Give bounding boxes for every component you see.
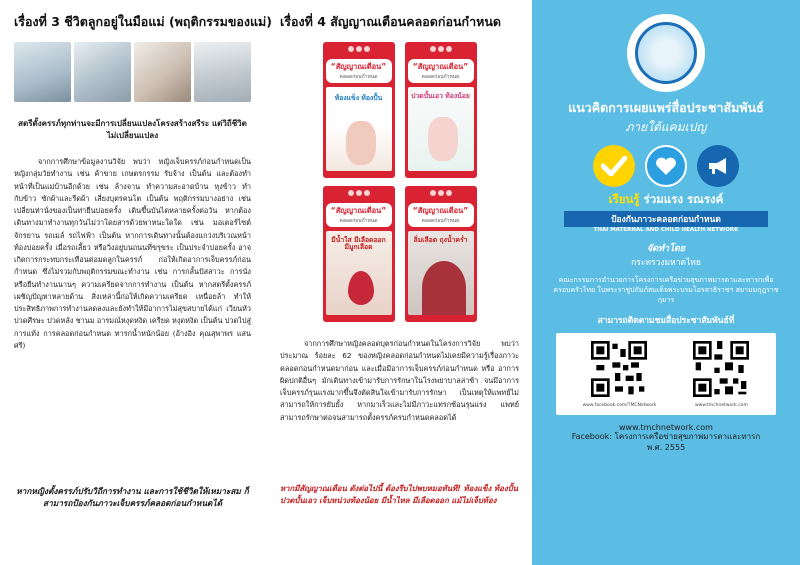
campaign-icons [546,145,786,187]
card-illustration [326,87,392,171]
blood-drop-icon [348,271,374,305]
card-title: “สัญญาณเตือน” คลอดก่อนกำหนด [408,203,474,227]
follow-us-label: สามารถติดตามชมสื่อประชาสัมพันธ์ที่ [597,316,735,327]
card-logos [408,190,474,198]
network-seal-logo [627,14,705,92]
card-logos [326,190,392,198]
belly-illustration [346,121,376,165]
panel-story-4 [268,0,531,565]
photo-back-pain [134,42,191,102]
qr-facebook [583,341,657,408]
photo-washing [14,42,71,102]
figure-illustration [422,261,466,315]
card-illustration [408,87,474,171]
campaign-name-banner: ป้องกันภาวะคลอดก่อนกำหนด [564,211,768,227]
network-name-en: THAI MATERNAL AND CHILD HEALTH NETWORK [593,227,739,233]
organizer-label: จัดทำโดย [646,244,686,254]
warning-card-back-pain [405,42,477,178]
card-title: “สัญญาณเตือน” คลอดก่อนกำหนด [326,203,392,227]
panel-campaign [532,0,800,565]
website-url[interactable]: www.tmchnetwork.com [619,423,713,433]
card-illustration [408,231,474,315]
story-3-heading: เรื่องที่ 3 ชีวิตลูกอยู่ในมือแม่ (พฤติกรรมของแม่) [14,14,273,29]
card-title: “สัญญาณเตือน” คลอดก่อนกำหนด [326,59,392,83]
qr-code-icon[interactable] [591,341,647,397]
qr-website-label: www.tmchnetwork.com [694,402,748,408]
card-title: “สัญญาณเตือน” คลอดก่อนกำหนด [408,59,474,83]
checkmark-icon [593,145,635,187]
card-label: ลิ่มเลือด ถุงน้ำคร่ำ [413,236,468,244]
card-label: มีน้ำใส มีเลือดออก มีมูกเลือด [331,236,386,252]
facebook-page[interactable]: Facebook: โครงการเครือข่ายสุขภาพมารดาและทารก [571,432,761,442]
card-label: ท้องแข็ง ท้องปั้น [334,94,383,102]
qr-facebook-label: www.facebook.com/TMCNetwork [582,402,657,408]
panel-story-3 [0,0,273,565]
qr-code-icon[interactable] [693,341,749,397]
photo-mopping [74,42,131,102]
story-4-heading: เรื่องที่ 4 สัญญาณเตือนคลอดก่อนกำหนด [280,14,501,29]
megaphone-icon [697,145,739,187]
story-4-body: จากการศึกษาหญิงคลอดบุตรก่อนกำหนดในโครงการวิจัย พบว่า ประมาณ ร้อยละ 62 ของหญิงคลอดก่อนกำหนดไม่เคยมีความรู้เรื่องภาวะคลอดก่อนกำหนดมาก่อน และเมื่อมีอาการเจ็บครรภ์ก่อนกำหนด หรือ อาการผิดปกติอื่นๆ มักเดินทางเข้ามารับการรักษาในโรงพยาบาลล่าช้า จนมีอาการเจ็บครรภ์รุนแรงมากขึ้นจึงตัดสินใจเข้ามารับการรักษา เป็นเหตุให้แพทย์ไม่สามารถให้การยับยั้ง หากมาเร็วและไม่มีภาวะแทรกซ้อนรุนแรง แพทย์สามารถรักษาต่อจนสามารถตั้งครรภ์ครบกำหนดคลอดได้ [280,339,519,422]
warning-card-bleeding [323,186,395,322]
warning-sign-cards [280,42,519,322]
card-logos [408,46,474,54]
story-4-warning-quote: หากมีสัญญาณเตือน ดังต่อไปนี้ ต้องรีบไปพบหมอทันที! ท้องแข็ง ท้องปั้น ปวดบั้นเอว เจ็บหน่วงท้องน้อย มีน้ำไหล มีเลือดออก แม้ไม่เจ็บท้อง [280,484,518,505]
committee-text: คณะกรรมการอำนวยการโครงการเครือข่ายสุขภาพมารดาและทารกเพื่อครอบครัวไทย ในพระราชูปถัมภ์สมเด็จพระบรมโอรสาธิราชฯ สยามมกุฎราชกุมาร [553,276,779,305]
warning-card-amniotic [405,186,477,322]
slogan-campaign: รณรงค์ [686,192,724,206]
qr-code-box [556,333,776,415]
slogan-learn: เรียนรู้ [608,192,640,206]
card-logos [326,46,392,54]
story-3-caption: สตรีตั้งครรภ์ทุกท่านจะมีการเปลี่ยนแปลงโครงสร้างสรีระ แต่วิถีชีวิตไม่เปลี่ยนแปลง [18,119,247,140]
photo-standing [194,42,251,102]
campaign-slogan [546,191,786,209]
campaign-subtitle: ภายใต้แคมเปญ [625,120,707,134]
slogan-cooperate: ร่วมแรง [643,192,683,206]
story-3-quote: หากหญิงตั้งครรภ์ปรับวิถีการทำงาน และการใช้ชีวิตให้เหมาะสม ก็สามารถป้องกันภาวะเจ็บครรภ์คลอดก่อนกำหนดได้ [16,486,249,509]
story-3-body: จากการศึกษาข้อมูลงานวิจัย พบว่า หญิงเจ็บครรภ์ก่อนกำหนดเป็นหญิงกลุ่มวัยทำงาน เช่น ค้าขาย เกษตรกรรม รับจ้าง เป็นต้น และต้องทำหน้าที่เป็นแม่บ้านอีกด้วย เช่น ล้างจาน ทำความสะอาดบ้าน หุงข้าว ทำกับข้าว ซักผ้าและรีดผ้า เสี่ยงบุตรคนโต เป็นต้น พฤติกรรมบางอย่าง เช่น เปลี่ยนท่านั่งของเป็นท่ายืนบ่อยครั้ง เดินขึ้นบันไดหลายครั้งต่อวัน หากต้องเดินทางมาทำงานทุกวันไม่ว่าโดยสารด้วยพาหนะใดใด เช่น มอเตอร์ไซต์ จักรยาน รถเมล์ รถไฟฟ้า เป็นต้น หากการเดินทางนั้นต้องแกว่งบริเวณหน้าท้องบ่อยครั้ง เมื่อรถเลี้ยว หรือวิ่งอยู่บนถนนที่ขรุขระ เป็นประจำบ่อยครั้ง อาจเกิดการกระทบกระเทือนต่อมดลูกในครรภ์ ก่อให้เกิดอาการเจ็บครรภ์ก่อนกำหนด ซึ่งไม่รวมกับพฤติกรรมขณะทำงาน เช่น การกลั้นปัสสาวะ การนั่งหรือยืนทำงานนานๆ ความเครียดจากการทำงาน เป็นต้น หากสตรีตั้งครรภ์เผชิญปัญหาหลายด้าน สิ่งเหล่านี้ก่อให้เกิดความเครียด เหนื่อยล้า ทำให้ประสิทธิภาพการทำงานลดลงและยังทำให้มีอาการไม่สุขสบายได้แก่ เวียนหัว ปวดศีรษะ ปวดหลัง ชานม อารมณ์หงุดหงิด เครียด หงุดหงิด เป็นต้น ปวดไปสู่ การแท้ง การคลอดก่อนกำหนด ทารกน้ำหนักน้อย (อ้างอิง คุณสุพาพร แสนศรี) [14,157,251,350]
card-label: ปวดบั้นเอว ท้องน้อย [411,92,470,100]
warning-card-hard-belly [323,42,395,178]
qr-website [693,341,749,408]
card-illustration [326,231,392,315]
organizer-name: กระทรวงมหาดไทย [631,258,701,268]
pregnant-women-photo-strip [14,42,251,102]
publication-year: พ.ศ. 2555 [646,443,686,453]
heart-icon [645,145,687,187]
woman-illustration [428,117,458,161]
campaign-concept-title: แนวคิดการเผยแพร่สื่อประชาสัมพันธ์ [568,100,764,115]
